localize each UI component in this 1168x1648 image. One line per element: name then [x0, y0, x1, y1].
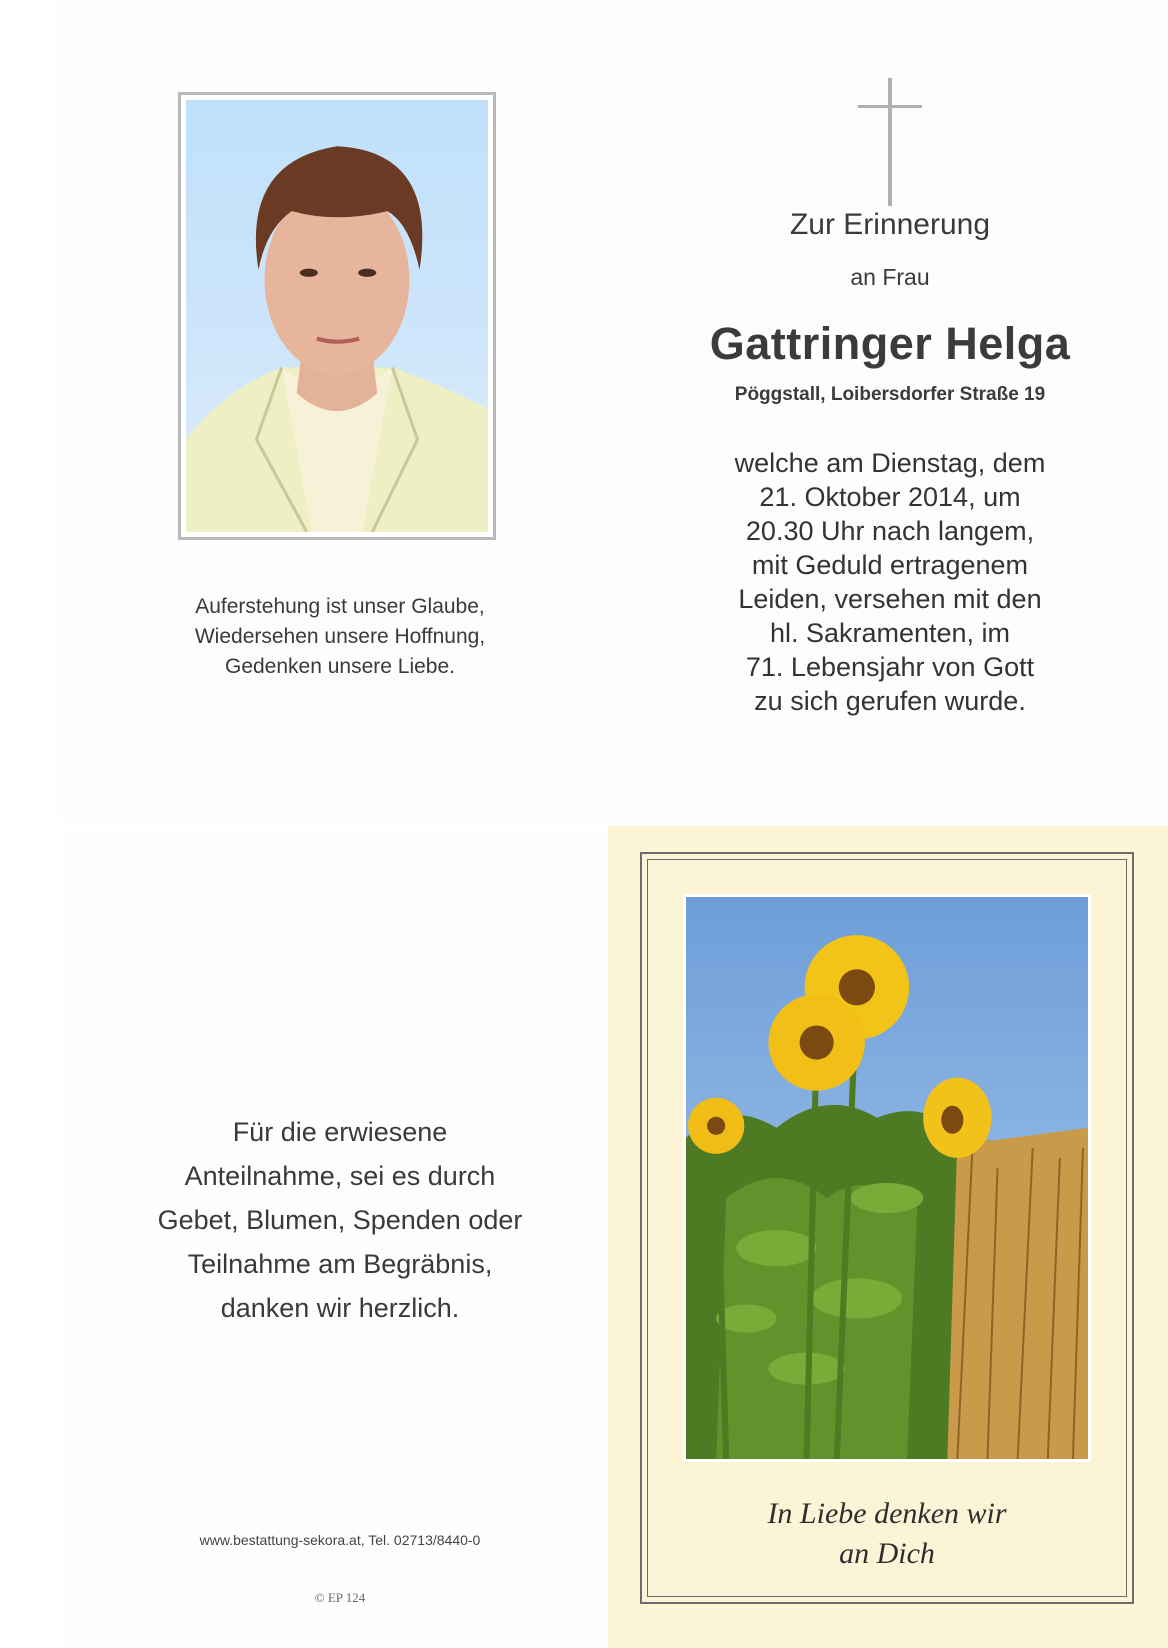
verse-line: Wiedersehen unsere Hoffnung, — [194, 625, 486, 648]
thanks-line: Für die erwiesene — [232, 1117, 448, 1147]
memorial-subheading: an Frau — [850, 264, 930, 290]
death-notice — [660, 446, 1120, 718]
memorial-heading: Zur Erinnerung — [789, 208, 991, 241]
card-verse-line: In Liebe denken wir — [767, 1497, 1007, 1530]
thanks-line: danken wir herzlich. — [220, 1293, 460, 1323]
card-verse — [700, 1494, 1074, 1574]
notice-line: 21. Oktober 2014, um — [759, 482, 1021, 512]
verse-line: Auferstehung ist unser Glaube, — [195, 595, 485, 618]
card-verse-line: an Dich — [839, 1537, 935, 1570]
portrait-photo-frame — [178, 92, 496, 540]
copyright-note: © EP 124 — [314, 1590, 366, 1605]
cross-icon — [858, 78, 922, 206]
notice-line: 71. Lebensjahr von Gott — [745, 652, 1035, 682]
thanks-message — [110, 1110, 570, 1330]
thanks-line: Teilnahme am Begräbnis, — [187, 1249, 493, 1279]
notice-line: 20.30 Uhr nach langem, — [745, 516, 1035, 546]
verse-line: Gedenken unsere Liebe. — [224, 655, 455, 678]
notice-line: hl. Sakramenten, im — [769, 618, 1011, 648]
sunflower-photo — [683, 894, 1091, 1462]
notice-line: welche am Dienstag, dem — [734, 448, 1046, 478]
deceased-name: Gattringer Helga — [709, 318, 1071, 369]
faith-verse — [130, 592, 550, 682]
notice-line: mit Geduld ertragenem — [751, 550, 1029, 580]
deceased-address: Pöggstall, Loibersdorfer Straße 19 — [734, 384, 1046, 405]
notice-line: zu sich gerufen wurde. — [754, 686, 1026, 716]
funeral-home-contact: www.bestattung-sekora.at, Tel. 02713/8440-0 — [199, 1532, 481, 1548]
thanks-line: Gebet, Blumen, Spenden oder — [157, 1205, 523, 1235]
notice-line: Leiden, versehen mit den — [738, 584, 1042, 614]
portrait-photo — [186, 100, 488, 532]
thanks-line: Anteilnahme, sei es durch — [184, 1161, 496, 1191]
